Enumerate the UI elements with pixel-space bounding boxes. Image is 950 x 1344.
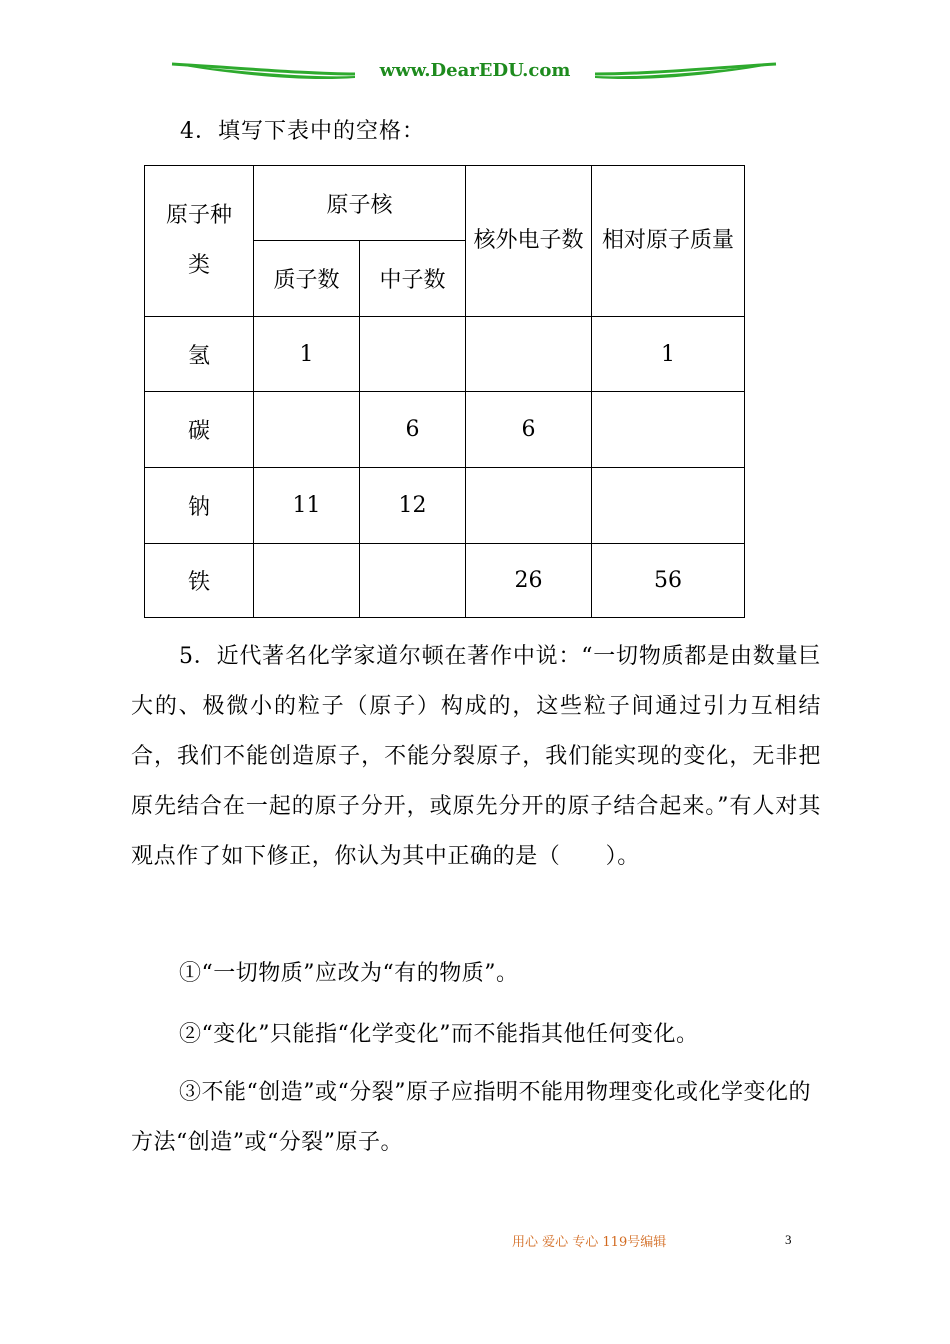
- atom-table: [144, 165, 745, 618]
- cell-proton: [254, 544, 360, 618]
- question-4: 4．填写下表中的空格：: [180, 119, 425, 144]
- table-row: [145, 544, 745, 618]
- cell-name: 碳: [145, 392, 254, 468]
- cell-name: 钠: [145, 468, 254, 544]
- page-number: 3: [785, 1232, 792, 1247]
- cell-neutron: [360, 544, 466, 618]
- header-nucleus: 原子核: [254, 166, 466, 241]
- option-1: ①“一切物质”应改为“有的物质”。: [179, 961, 519, 986]
- cell-name: 铁: [145, 544, 254, 618]
- cell-name: 氢: [145, 317, 254, 392]
- table-row: [145, 468, 745, 544]
- header-relative-mass: 相对原子质量: [592, 166, 745, 317]
- cell-electron: 6: [466, 392, 592, 468]
- cell-electron: [466, 468, 592, 544]
- cell-neutron: [360, 317, 466, 392]
- site-name: www.DearEDU.com: [379, 60, 571, 81]
- cell-proton: 11: [254, 468, 360, 544]
- cell-mass: [592, 468, 745, 544]
- cell-mass: 1: [592, 317, 745, 392]
- question-5: 5．近代著名化学家道尔顿在著作中说：“一切物质都是由数量巨大的、极微小的粒子（原子）构成的，这些粒子间通过引力互相结合，我们不能创造原子，不能分裂原子，我们能实现的变化，无非把原先结合在一起的原子分开，或原先分开的原子结合起来。”有人对其观点作了如下修正，你认为其中正确的是（ ）。: [131, 644, 821, 869]
- cell-neutron: 6: [360, 392, 466, 468]
- option-3: ③不能“创造”或“分裂”原子应指明不能用物理变化或化学变化的方法“创造”或“分裂”原子。: [131, 1080, 811, 1155]
- cell-proton: 1: [254, 317, 360, 392]
- table-row: [145, 392, 745, 468]
- site-header: [170, 52, 780, 92]
- header-electron-count: 核外电子数: [466, 166, 592, 317]
- cell-mass: [592, 392, 745, 468]
- header-atom-type: 原子种类: [145, 166, 254, 317]
- header-neutron-count: 中子数: [360, 241, 466, 317]
- table-row: [145, 317, 745, 392]
- option-2: ②“变化”只能指“化学变化”而不能指其他任何变化。: [179, 1022, 699, 1047]
- footer-slogan: 用心 爱心 专心 119号编辑: [512, 1235, 667, 1250]
- cell-electron: [466, 317, 592, 392]
- cell-neutron: 12: [360, 468, 466, 544]
- cell-electron: 26: [466, 544, 592, 618]
- cell-mass: 56: [592, 544, 745, 618]
- cell-proton: [254, 392, 360, 468]
- header-proton-count: 质子数: [254, 241, 360, 317]
